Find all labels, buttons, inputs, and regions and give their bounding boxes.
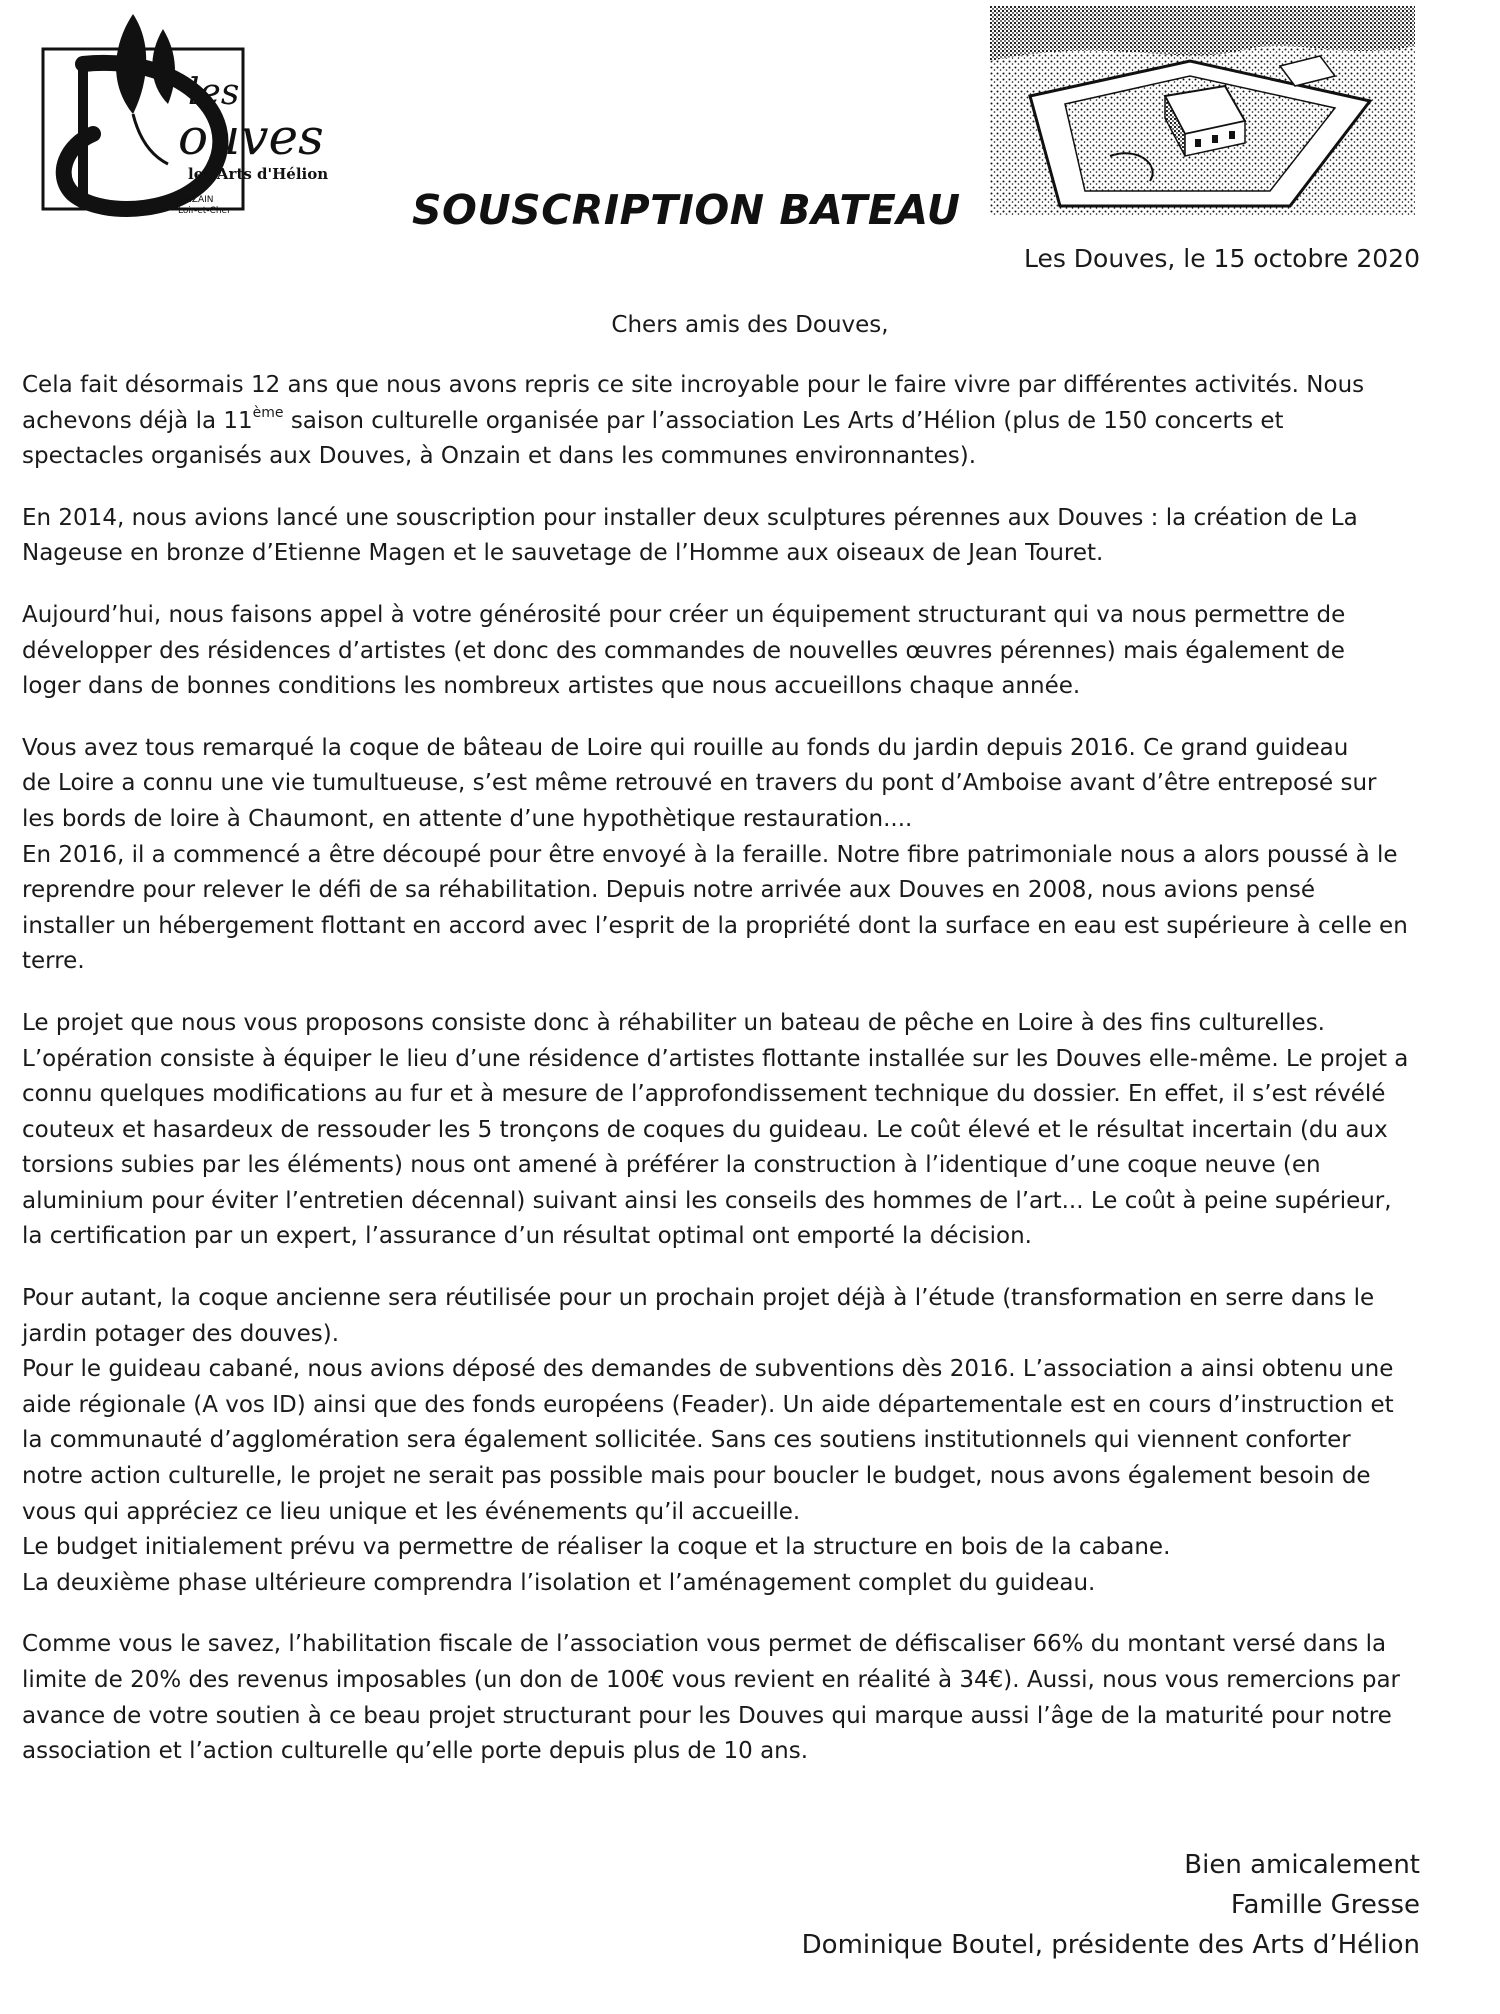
text-line: Comme vous le savez, l’habilitation fiscale de l’association vous permet de défiscaliser 66% du montant versé dans la [22,1631,1387,1658]
signature-president: Dominique Boutel, présidente des Arts d’Hélion [801,1930,1420,1960]
paragraph-6 [22,1281,1422,1601]
text-line: connu quelques modifications au fur et à mesure de l’approfondissement technique du dossier. En effet, il s’est révélé [22,1081,1386,1108]
text-line: la certification par un expert, l’assurance d’un résultat optimal ont emporté la décision. [22,1223,1032,1250]
text-line: jardin potager des douves). [22,1320,340,1347]
document-title: SOUSCRIPTION BATEAU [412,186,961,234]
text-line: L’opération consiste à équiper le lieu d’une résidence d’artistes flottante installée sur les Douves elle-même. Le projet a [22,1045,1409,1072]
text-line [22,404,1422,440]
text-line: Le budget initialement prévu va permettre de réaliser la coque et la structure en bois de la cabane. [22,1534,1171,1561]
logo-place-2: Loir-et-Cher [178,206,231,216]
paragraph-1 [22,368,1422,475]
signature-family: Famille Gresse [1230,1890,1420,1920]
text-line: Nageuse en bronze d’Etienne Magen et le sauvetage de l’Homme aux oiseaux de Jean Touret. [22,540,1104,567]
text-line: Cela fait désormais 12 ans que nous avons repris ce site incroyable pour le faire vivre par différentes activités. Nous [22,372,1365,398]
text-line: notre action culturelle, le projet ne serait pas possible mais pour boucler le budget, nous avons également besoin de [22,1463,1371,1490]
text-line: aluminium pour éviter l’entretien décennal) suivant ainsi les conseils des hommes de l’art... Le coût à peine supérieur, [22,1187,1392,1214]
paragraph-5 [22,1006,1422,1255]
text-line: aide régionale (A vos ID) ainsi que des fonds européens (Feader). Un aide départementale est en cours d’instruction et [22,1391,1394,1418]
text-line: installer un hébergement flottant en accord avec l’esprit de la propriété dont la surface en eau est supérieure à celle en [22,912,1408,939]
les-douves-logo [28,4,338,226]
text-segment: saison culturelle organisée par l’association Les Arts d’Hélion (plus de 150 concerts et [283,407,1284,434]
text-line: torsions subies par les éléments) nous ont amené à préférer la construction à l’identique d’une coque neuve (en [22,1152,1321,1179]
text-line: de Loire a connu une vie tumultueuse, s’est même retrouvé en travers du pont d’Amboise avant d’être entreposé sur [22,770,1377,797]
text-line: la communauté d’agglomération sera également sollicitée. Sans ces soutiens institutionnels qui viennent conforter [22,1427,1351,1454]
aerial-photo-les-douves [990,6,1415,216]
text-line: Pour le guideau cabané, nous avions déposé des demandes de subventions dès 2016. L’association a ainsi obtenu une [22,1356,1394,1383]
document-date: Les Douves, le 15 octobre 2020 [1023,244,1420,273]
text-line: reprendre pour relever le défi de sa réhabilitation. Depuis notre arrivée aux Douves en 2008, nous avions pensé [22,877,1315,904]
paragraph-7 [22,1627,1422,1769]
closing-signature [802,1845,1420,1965]
text-segment: achevons déjà la 11 [22,407,253,434]
logo-subtitle: les Arts d'Hélion [188,165,329,183]
text-line: limite de 20% des revenus imposables (un don de 100€ vous revient en réalité à 34€). Aussi, nous vous remercions par [22,1667,1400,1693]
text-line: avance de votre soutien à ce beau projet structurant pour les Douves qui marque aussi l’âge de la maturité pour notre [22,1702,1392,1729]
paragraph-4 [22,731,1422,980]
text-line: terre. [22,948,85,975]
paragraph-3 [22,598,1422,705]
text-line: Le projet que nous vous proposons consiste donc à réhabiliter un bateau de pêche en Loire à des fins culturelles. [22,1009,1325,1036]
letter-body [22,368,1422,1796]
text-line: Pour autant, la coque ancienne sera réutilisée pour un prochain projet déjà à l’étude (transformation en serre dans le [22,1285,1375,1312]
text-line: développer des résidences d’artistes (et donc des commandes de nouvelles œuvres pérennes) mais également de [22,637,1345,664]
logo-place-1: ONZAIN [178,195,214,205]
logo-les: les [188,72,240,113]
greeting: Chers amis des Douves, [611,312,889,338]
text-line: Vous avez tous remarqué la coque de bâteau de Loire qui rouille au fonds du jardin depuis 2016. Ce grand guideau [22,734,1349,761]
paragraph-2 [22,501,1422,572]
text-line: vous qui appréciez ce lieu unique et les événements qu’il accueille. [22,1498,801,1525]
text-line: les bords de loire à Chaumont, en attente d’une hypothètique restauration.... [22,805,913,832]
superscript-ordinal: ème [252,404,284,421]
text-line: La deuxième phase ultérieure comprendra l’isolation et l’aménagement complet du guideau. [22,1569,1096,1596]
text-line: spectacles organisés aux Douves, à Onzain et dans les communes environnantes). [22,443,977,470]
logo-ouves: ouves [178,108,324,166]
text-line: association et l’action culturelle qu’elle porte depuis plus de 10 ans. [22,1738,809,1765]
closing-salutation: Bien amicalement [1184,1850,1420,1880]
text-line: En 2014, nous avions lancé une souscription pour installer deux sculptures pérennes aux Douves : la création de La [22,504,1358,531]
text-line: Aujourd’hui, nous faisons appel à votre générosité pour créer un équipement structurant qui va nous permettre de [22,601,1346,628]
text-line: loger dans de bonnes conditions les nombreux artistes que nous accueillons chaque année. [22,673,1081,700]
text-line: En 2016, il a commencé a être découpé pour être envoyé à la feraille. Notre fibre patrimoniale nous a alors poussé à le [22,841,1398,868]
text-line: couteux et hasardeux de ressouder les 5 tronçons de coques du guideau. Le coût élevé et le résultat incertain (du aux [22,1116,1388,1143]
